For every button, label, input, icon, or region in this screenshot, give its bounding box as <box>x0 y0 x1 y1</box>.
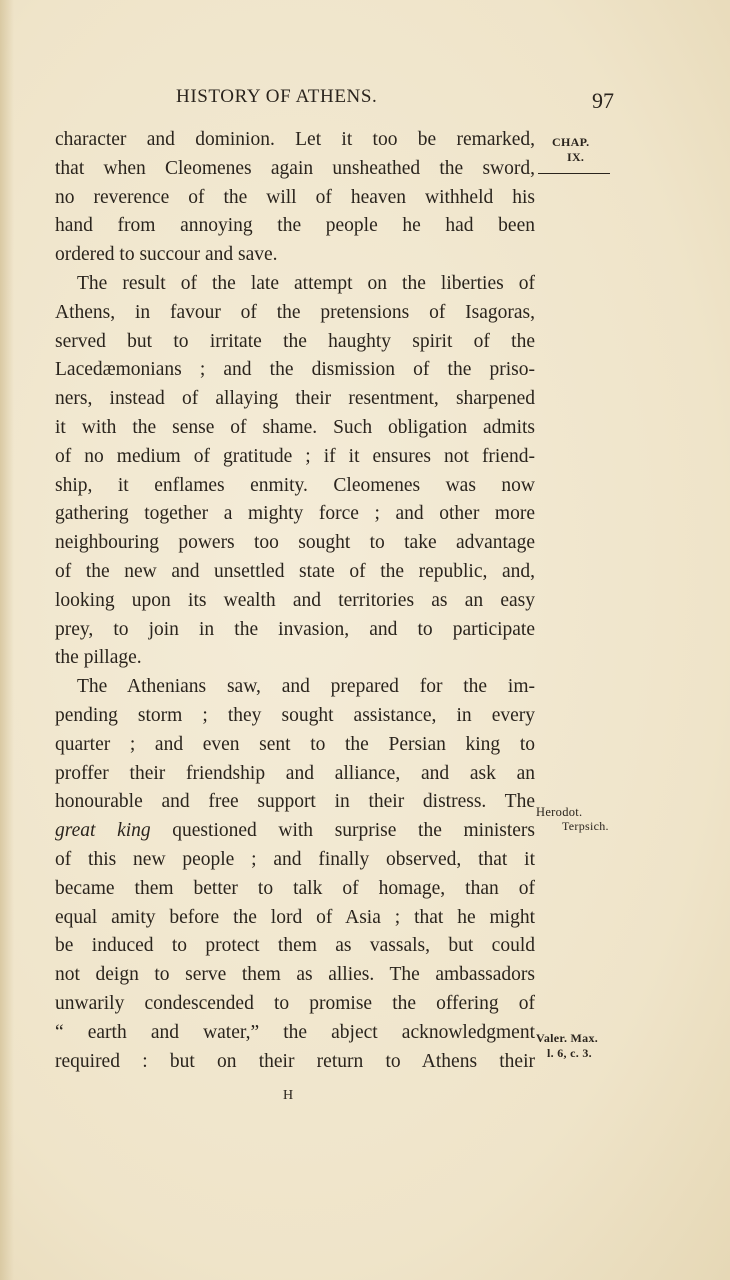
margin-note-chap-number: IX. <box>567 150 585 164</box>
text-line: equal amity before the lord of Asia ; that he might <box>55 906 535 928</box>
text-line: The Athenians saw, and prepared for the im- <box>77 676 535 698</box>
page-number: 97 <box>592 88 614 113</box>
text-line: of no medium of gratitude ; if it ensures not friend- <box>55 445 535 467</box>
text-line: ners, instead of allaying their resentment, sharpened <box>55 388 535 410</box>
margin-note-rule <box>538 173 610 174</box>
body-text <box>55 126 535 1076</box>
text-line: character and dominion. Let it too be remarked, <box>55 129 535 150</box>
text-line: prey, to join in the invasion, and to participate <box>55 618 535 640</box>
margin-note-chap-label: CHAP. <box>552 135 590 149</box>
text-line: Athens, in favour of the pretensions of Isagoras, <box>55 301 535 323</box>
text-line: The result of the late attempt on the liberties of <box>77 272 535 294</box>
text-line: ordered to succour and save. <box>55 244 278 266</box>
text-line: hand from annoying the people he had been <box>55 215 535 237</box>
running-head <box>0 84 730 114</box>
text-line: unwarily condescended to promise the offering of <box>55 992 535 1014</box>
margin-note-valer-ref: l. 6, c. 3. <box>547 1046 592 1060</box>
margin-note-valer: Valer. Max. <box>536 1031 599 1045</box>
text-line: Lacedæmonians ; and the dismission of the priso- <box>55 359 535 381</box>
text-line: “ earth and water,” the abject acknowledgment <box>55 1021 535 1043</box>
running-title: HISTORY OF ATHENS. <box>176 86 378 107</box>
text-line: proffer their friendship and alliance, and ask an <box>55 762 535 784</box>
text-line: quarter ; and even sent to the Persian king to <box>55 733 535 755</box>
text-line: be induced to protect them as vassals, but could <box>55 935 535 957</box>
text-line: gathering together a mighty force ; and other more <box>55 503 535 525</box>
text-line: became them better to talk of homage, than of <box>55 877 535 899</box>
margin-note-herodot: Herodot. <box>536 805 583 819</box>
text-line: neighbouring powers too sought to take advantage <box>55 532 535 554</box>
text-line: required : but on their return to Athens their <box>55 1050 535 1072</box>
page-binding-edge <box>0 0 14 1280</box>
text-line: pending storm ; they sought assistance, in every <box>55 704 535 726</box>
text-line: looking upon its wealth and territories as an easy <box>55 589 535 611</box>
italic-phrase: great king <box>55 820 151 842</box>
text-line: that when Cleomenes again unsheathed the sword, <box>55 157 535 179</box>
signature-mark: H <box>283 1088 295 1103</box>
text-line: served but to irritate the haughty spirit of the <box>55 330 535 352</box>
text-line: of this new people ; and finally observed, that it <box>55 848 535 870</box>
text-line: the pillage. <box>55 647 142 669</box>
text-line: of the new and unsettled state of the republic, and, <box>55 560 535 582</box>
text-line: not deign to serve them as allies. The ambassadors <box>55 964 535 986</box>
text-line: no reverence of the will of heaven withheld his <box>55 186 535 208</box>
margin-note-terpsich: Terpsich. <box>562 819 609 833</box>
text-line-rest: questioned with surprise the ministers <box>172 820 536 842</box>
text-line: honourable and free support in their distress. The <box>55 791 535 813</box>
text-line: ship, it enflames enmity. Cleomenes was now <box>55 474 535 496</box>
text-line: it with the sense of shame. Such obligation admits <box>55 416 535 438</box>
text-line <box>55 817 535 846</box>
